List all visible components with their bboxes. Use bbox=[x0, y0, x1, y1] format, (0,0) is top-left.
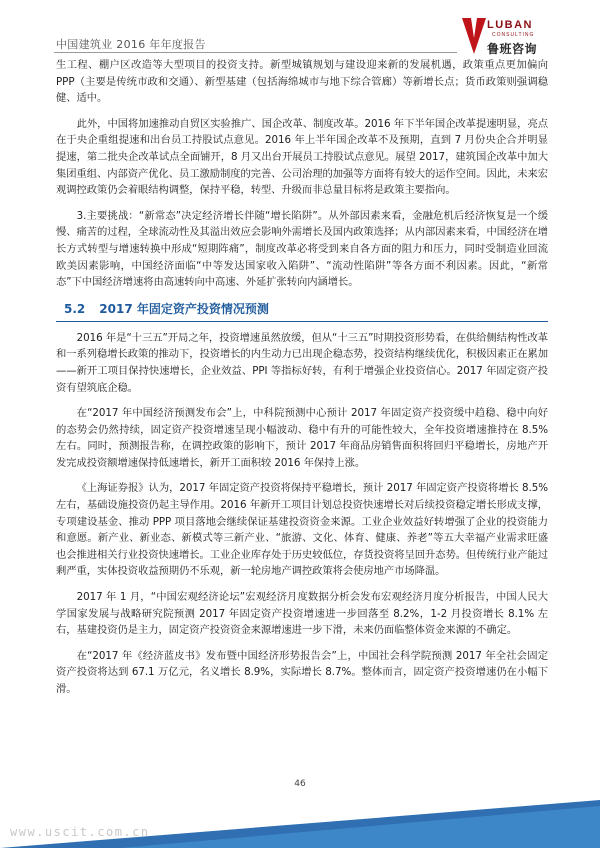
paragraph: 此外，中国将加速推动自贸区实验推广、国企改革、制度改革。2016 年下半年国企改革提速明显，亮点在于央企重组提速和出台员工持股试点意见。2016 年上半年国企改革不及预期，直到 7 月份央企合并明显提速，第二批央企改革试点全面铺开，8 月又出台开展员工持股试点意见。展望 2017，建筑国企改革中加大集团重组、内部资产优化、员工激励制度的完善、公司治理的加强等方面将有较大的运作空间。因此，未来宏观调控政策仍会着眼结构调整，保持平稳，转型、升级而非总量目标将是政策主要指向。 bbox=[56, 117, 548, 197]
section-heading bbox=[56, 300, 548, 322]
page-body bbox=[56, 57, 548, 707]
footer-decoration bbox=[0, 800, 600, 848]
paragraph: 在“2017 年中国经济预测发布会”上，中科院预测中心预计 2017 年固定资产投资缓中趋稳、稳中向好的态势会仍然持续，固定资产投资增速呈现小幅波动、稳中有升的可能性较大，全年投资增速推持在 8.5% 左右。同时，预测报告称，在调控政策的影响下，预计 2017 年商品房销售面积将回归平稳增长，房地产开发完成投资额增速保持低速增长，新开工面积较 2016 年保持上涨。 bbox=[56, 407, 548, 469]
paragraph: 3.主要挑战：“新常态”决定经济增长伴随“增长陷阱”。从外部因素来看，金融危机后经济恢复是一个缓慢、痛苦的过程，全球流动性及其溢出效应会影响外需增长及国内政策选择；从内部因素来看，中国经济在增长方式转型与增速转换中形成“短期阵痛”，制度改革必将受到来自各方面的阻力和压力，同时受制造业回流欧美因素影响，中国经济面临“中等发达国家收入陷阱”、“流动性陷阱”等各方面不利因素。因此，“新常态”下中国经济增速将由高速转向中高速、外延扩张转向内涵增长。 bbox=[56, 209, 548, 289]
logo-chinese-text: 鲁班咨询 bbox=[487, 42, 538, 56]
section-title: 2017 年固定资产投资情况预测 bbox=[99, 301, 269, 316]
luban-logo bbox=[462, 18, 544, 58]
header-divider bbox=[54, 52, 457, 53]
header-title: 中国建筑业 2016 年年度报告 bbox=[56, 38, 206, 51]
logo-sub-text: CONSULTING bbox=[492, 32, 535, 38]
paragraph: 《上海证券报》认为，2017 年固定资产投资将保持平稳增长，预计 2017 年固定资产投资将增长 8.5% 左右，基础设施投资仍起主导作用。2016 年新开工项目计划总投资快速增长对后续投资稳定增长形成支撑，专项建设基金、推动 PPP 项目落地会继续保证基建投资资金来源。工业企业效益好转增强了企业的投资能力和意愿。新产业、新业态、新模式等三新产业、“旅游、文化、体育、健康、养老”等五大幸福产业需求旺盛也会推进相关行业投资快速增长。工业企业库存处于历史较低位，存货投资将呈回升态势。但传统行业产能过剩严重，实体投资收益预期仍不乐观，新一轮房地产调控政策将会使房地产市场降温。 bbox=[56, 482, 548, 578]
paragraph: 生工程、棚户区改造等大型项目的投资支持。新型城镇规划与建设迎来新的发展机遇，政策重点更加偏向 PPP（主要是传统市政和交通）、新型基建（包括海绵城市与地下综合管廊）等新增长点；货币政策则强调稳健、适中。 bbox=[56, 59, 548, 105]
luban-logo-mark-icon bbox=[462, 18, 486, 54]
paragraph: 在“2017 年《经济蓝皮书》发布暨中国经济形势报告会”上，中国社会科学院预测 2017 年全社会固定资产投资将达到 67.1 万亿元，名义增长 8.9%，实际增长 8.7%。整体而言，固定资产投资增速仍在小幅下滑。 bbox=[56, 649, 548, 695]
page-number: 46 bbox=[294, 779, 306, 789]
section-number: 5.2 bbox=[64, 301, 86, 316]
paragraph: 2016 年是“十三五”开局之年，投资增速虽然放缓，但从“十三五”时期投资形势看，在供给侧结构性改革和一系列稳增长政策的推动下，投资增长的内生动力已出现企稳态势，投资结构继续优化，积极因素正在累加——新开工项目保持快速增长，企业效益、PPI 等指标好转，有利于增强企业投资信心。2017 年固定资产投资有望筑底企稳。 bbox=[56, 331, 548, 394]
logo-english-text: LUBAN bbox=[487, 19, 533, 31]
paragraph: 2017 年 1 月，“中国宏观经济论坛”宏观经济月度数据分析会发布宏观经济月度分析报告，中国人民大学国家发展与战略研究院预测 2017 年固定资产投资增速进一步回落至 8.2%，1-2 月投资增长 8.1% 左右，基建投资仍是主力，固定资产投资资金来源增速进一步下滑，未来仍面临整体资金来源的不确定。 bbox=[56, 591, 548, 637]
watermark: www.uscit.com.cn bbox=[10, 825, 150, 839]
